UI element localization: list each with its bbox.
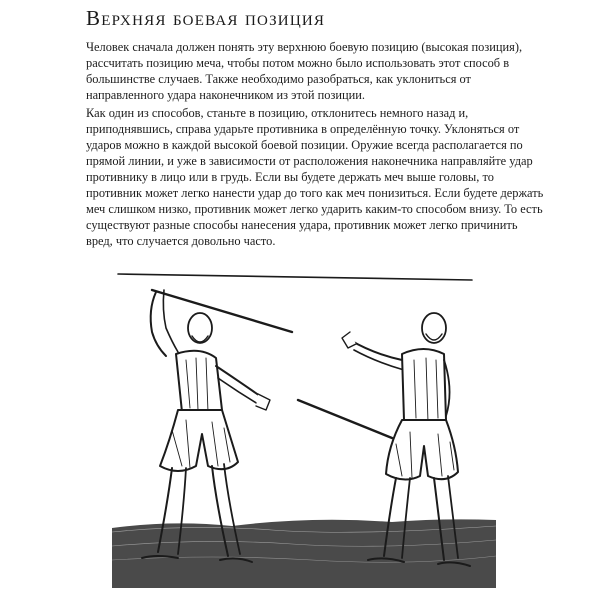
engraving-border-line xyxy=(118,274,472,280)
page-title: Верхняя боевая позиция xyxy=(86,6,326,30)
paragraph-1: Человек сначала должен понять эту верхнюю боевую позицию (высокая позиция), рассчитать позицию меча, чтобы потом можно было использовать этот способ в большинстве случаев. Также необходимо разобраться, как уклониться от направленного удара наконечником из этой позиции. xyxy=(86,40,523,102)
right-sword xyxy=(298,400,392,438)
left-sword xyxy=(152,290,292,332)
two-swordsmen-illustration xyxy=(112,270,496,588)
paragraph-2: Как один из способов, станьте в позицию, отклонитесь немного назад и, приподнявшись, справа ударьте противника в определённую точку. Уклоняться от ударов можно в каждой высокой боевой позиции. Оружие всегда располагается по прямой линии, и уже в зависимости от расположения наконечника направляйте удар противнику в лицо или в грудь. Если вы будете держать меч выше головы, то противник может легко нанести удар до того как меч понизиться. Если будете держать меч слишком низко, противник может легко ударить каким-то способом внизу. То есть существуют разные способы нанесения удара, противник может легко причинить вред, что случается довольно часто. xyxy=(86,106,544,248)
ground-hatching xyxy=(112,519,496,588)
left-swordsman xyxy=(142,290,292,562)
